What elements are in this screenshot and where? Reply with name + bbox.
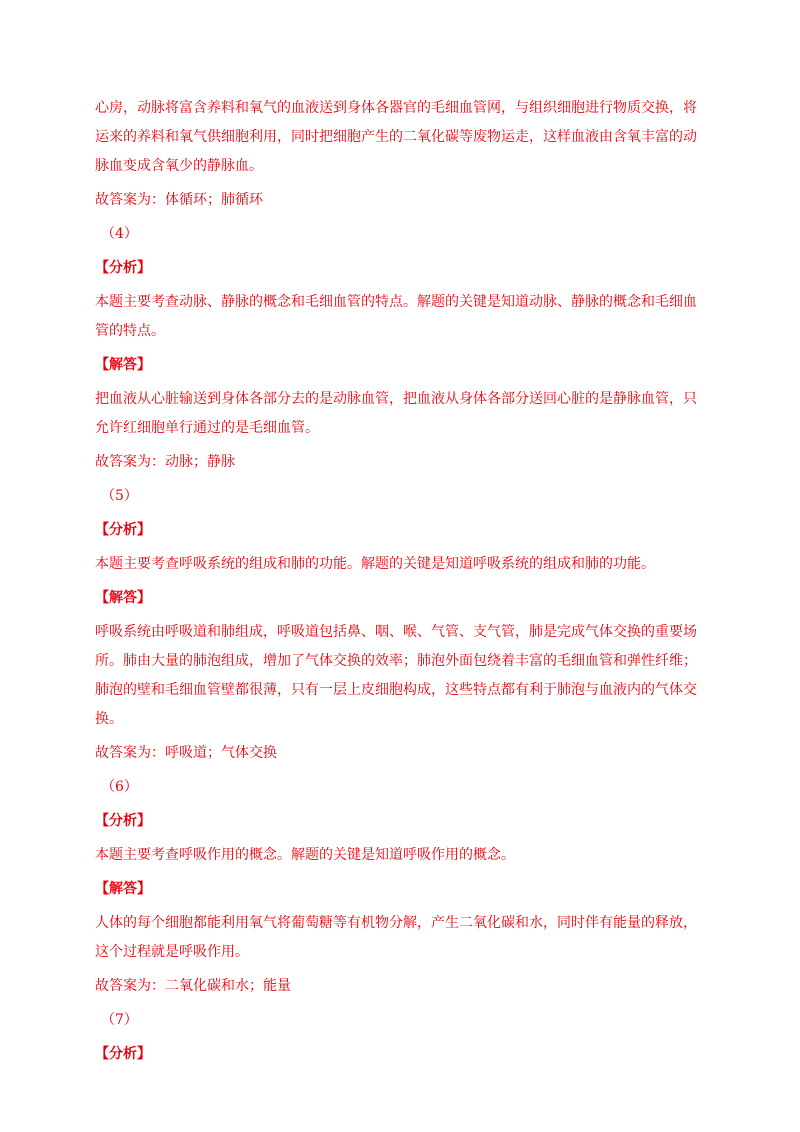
paragraph-line: 脉血变成含氧少的静脉血。 [95, 158, 263, 174]
paragraph-line: 换。 [95, 711, 123, 727]
document-body [95, 94, 705, 1074]
paragraph-line: 心房，动脉将富含养料和氧气的血液送到身体各器官的毛细血管网，与组织细胞进行物质交换，将 [95, 100, 697, 116]
section-heading: 【分析】 [95, 522, 151, 538]
section-heading: 【分析】 [95, 1046, 151, 1062]
question-number: （7） [101, 1012, 138, 1028]
paragraph-line: 人体的每个细胞都能利用氧气将葡萄糖等有机物分解，产生二氧化碳和水，同时伴有能量的释放， [95, 915, 697, 931]
paragraph-line: 肺泡的壁和毛细血管壁都很薄，只有一层上皮细胞构成，这些特点都有利于肺泡与血液内的气体交 [95, 682, 697, 698]
answer-line: 故答案为：二氧化碳和水；能量 [95, 978, 291, 994]
section-heading: 【解答】 [95, 590, 151, 606]
answer-line: 故答案为：体循环；肺循环 [95, 192, 263, 208]
section-heading: 【解答】 [95, 881, 151, 897]
paragraph-line: 这个过程就是呼吸作用。 [95, 944, 249, 960]
paragraph-line: 所。肺由大量的肺泡组成，增加了气体交换的效率；肺泡外面包绕着丰富的毛细血管和弹性纤维； [95, 653, 697, 669]
question-number: （6） [101, 779, 138, 795]
paragraph-line: 允许红细胞单行通过的是毛细血管。 [95, 420, 319, 436]
question-number: （5） [101, 488, 138, 504]
block-spacer [95, 1069, 705, 1074]
section-heading: 【解答】 [95, 357, 151, 373]
paragraph-line: 本题主要考查呼吸系统的组成和肺的功能。解题的关键是知道呼吸系统的组成和肺的功能。 [95, 556, 655, 572]
paragraph-line: 管的特点。 [95, 323, 165, 339]
paragraph-line: 本题主要考查呼吸作用的概念。解题的关键是知道呼吸作用的概念。 [95, 847, 515, 863]
answer-line: 故答案为：呼吸道；气体交换 [95, 745, 277, 761]
answer-line: 故答案为：动脉；静脉 [95, 454, 235, 470]
question-number: （4） [101, 226, 138, 242]
paragraph-line: 把血液从心脏输送到身体各部分去的是动脉血管，把血液从身体各部分送回心脏的是静脉血管，只 [95, 391, 697, 407]
section-heading: 【分析】 [95, 260, 151, 276]
paragraph-line: 本题主要考查动脉、静脉的概念和毛细血管的特点。解题的关键是知道动脉、静脉的概念和毛细血 [95, 294, 697, 310]
section-heading: 【分析】 [95, 813, 151, 829]
paragraph-line: 呼吸系统由呼吸道和肺组成，呼吸道包括鼻、咽、喉、气管、支气管，肺是完成气体交换的重要场 [95, 624, 697, 640]
paragraph-line: 运来的养料和氧气供细胞利用，同时把细胞产生的二氧化碳等废物运走，这样血液由含氧丰富的动 [95, 129, 697, 145]
